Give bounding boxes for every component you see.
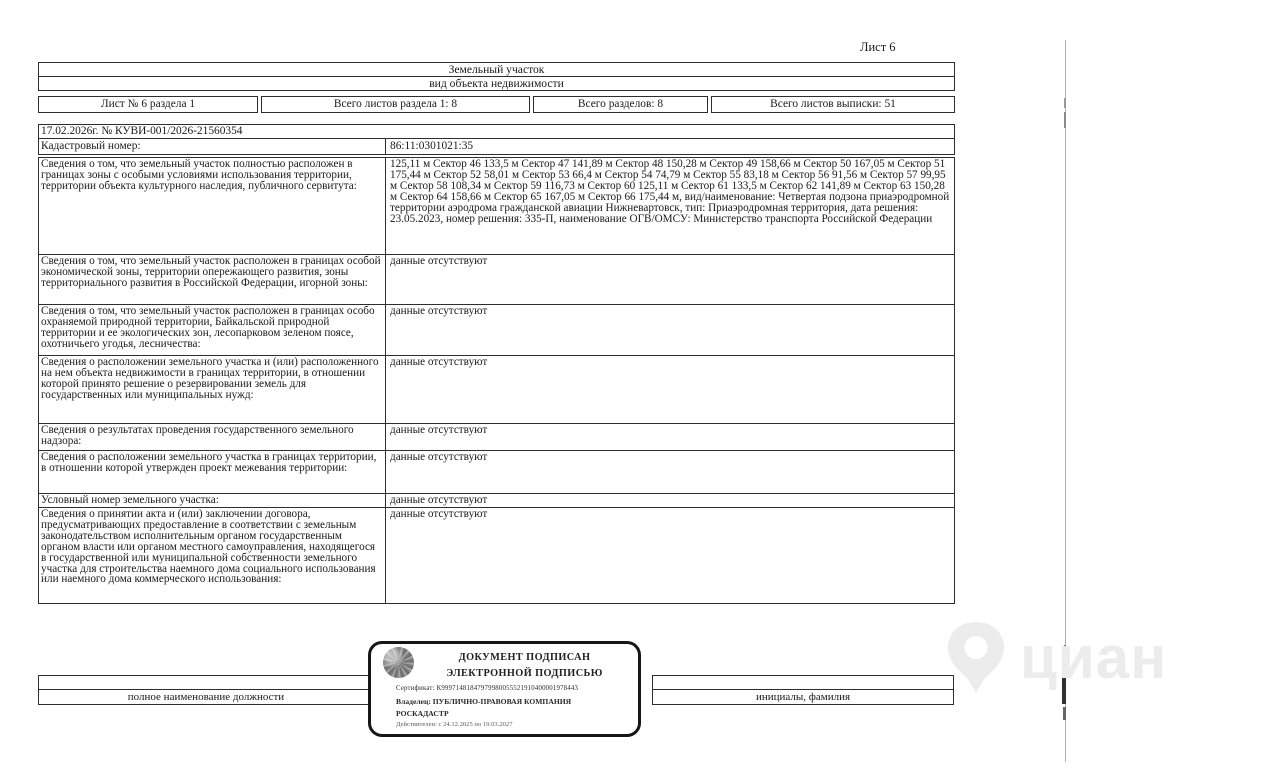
- signature-name-caption: инициалы, фамилия: [652, 689, 954, 705]
- signature-name-line: [652, 675, 954, 690]
- roskadastr-emblem-icon: [383, 647, 414, 678]
- sheet-info-section: Лист № 6 раздела 1: [38, 96, 258, 113]
- cadastral-value: 86:11:0301021:35: [385, 139, 954, 154]
- object-type-caption: вид объекта недвижимости: [38, 76, 955, 91]
- signature-name-block: [652, 675, 954, 705]
- cian-watermark: [946, 620, 1167, 696]
- table-row: [39, 254, 954, 304]
- row-label: Сведения о расположении земельного участка в границах территории, в отношении которой утвержден проект межевания территории:: [41, 451, 377, 474]
- row-value: данные отсутствуют: [385, 305, 954, 355]
- stamp-certificate: Сертификат: К99971481847979980055521910400001978443: [396, 685, 579, 692]
- row-label: Сведения о том, что земельный участок расположен в границах особо охраняемой природной территории, Байкальской природной территории и ее экологических зон, лесопарковом зеленом поясе, охотничьего угодья, лесничества:: [41, 305, 375, 350]
- row-value: 125,11 м Сектор 46 133,5 м Сектор 47 141,89 м Сектор 48 150,28 м Сектор 49 158,66 м Сектор 50 167,05 м Сектор 51 175,44 м Сектор 52 58,01 м Сектор 53 66,4 м Сектор 54 74,79 м Сектор 55 83,18 м Сектор 56 91,56 м Сектор 57 99,95 м Сектор 58 108,34 м Сектор 59 116,73 м Сектор 60 125,11 м Сектор 61 133,5 м Сектор 62 141,89 м Сектор 63 150,28 м Сектор 64 158,66 м Сектор 65 167,05 м Сектор 66 175,44 м, вид/наименование: Четвертая подзона приаэродромной территории аэродрома гражданской авиации Нижневартовск, тип: Приаэродромная территория, дата решения: 23.05.2023, номер решения: 335-П, наименование ОГВ/ОМСУ: Министерство транспорта Российской Федерации: [385, 158, 954, 254]
- row-value: данные отсутствуют: [385, 424, 954, 450]
- extract-document: [38, 62, 955, 604]
- table-row: [39, 493, 954, 507]
- table-row: [39, 355, 954, 423]
- row-value: данные отсутствуют: [385, 494, 954, 507]
- stamp-validity: Действителен: с 24.12.2025 по 19.03.2027: [396, 721, 513, 728]
- sheet-info-row: [38, 96, 955, 113]
- row-label: Сведения о расположении земельного участка и (или) расположенного на нем объекта недвижимости в границах территории, в отношении которой принято решение о резервировании земель для государственных или муниципальных нужд:: [41, 356, 379, 401]
- info-table: [38, 157, 955, 604]
- sheet-info-extract-total: Всего листов выписки: 51: [711, 96, 955, 113]
- table-row: [39, 507, 954, 603]
- cian-watermark-text: циан: [1020, 624, 1168, 691]
- row-label: Сведения о том, что земельный участок полностью расположен в границах зоны с особыми условиями использования территории, территории объекта культурного наследия, публичного сервитута:: [41, 158, 357, 192]
- stamp-title-line2: ЭЛЕКТРОННОЙ ПОДПИСЬЮ: [446, 668, 603, 679]
- table-row: [39, 423, 954, 450]
- signature-position-caption: полное наименование должности: [38, 689, 374, 705]
- cadastral-label: Кадастровый номер:: [41, 140, 141, 152]
- scan-artifact-mark: [1063, 707, 1066, 720]
- table-row: [39, 158, 954, 254]
- sheet-info-section-total: Всего листов раздела 1: 8: [261, 96, 530, 113]
- scan-artifact-mark: [1064, 98, 1066, 108]
- cadastral-row: [38, 138, 955, 155]
- row-label: Сведения о результатах проведения государственного земельного надзора:: [41, 424, 354, 447]
- stamp-owner-line2: РОСКАДАСТР: [396, 709, 449, 718]
- row-label: Сведения о том, что земельный участок расположен в границах особой экономической зоны, территории опережающего развития, зоны территориального развития в Российской Федерации, игорной зоны:: [41, 255, 381, 289]
- sheet-number: Лист 6: [860, 40, 896, 54]
- object-type-title: Земельный участок: [38, 62, 955, 77]
- date-number-row: 17.02.2026г. № КУВИ-001/2026-21560354: [38, 124, 955, 139]
- signature-position-line: [38, 675, 374, 690]
- row-value: данные отсутствуют: [385, 508, 954, 603]
- row-label: Сведения о принятии акта и (или) заключении договора, предусматривающих предоставление в соответствии с земельным законодательством исполнительным органом государственным органом власти или органом местного самоуправления, находящегося в государственной или муниципальной собственности земельного участка для строительства наемного дома социального использования или наемного дома коммерческого использования:: [41, 508, 376, 586]
- signature-position-block: [38, 675, 374, 705]
- stamp-title-line1: ДОКУМЕНТ ПОДПИСАН: [458, 652, 591, 663]
- row-label: Условный номер земельного участка:: [41, 494, 219, 506]
- stamp-owner-line1: Владелец: ПУБЛИЧНО-ПРАВОВАЯ КОМПАНИЯ: [396, 697, 572, 706]
- table-row: [39, 450, 954, 493]
- table-row: [39, 304, 954, 355]
- row-value: данные отсутствуют: [385, 356, 954, 423]
- row-value: данные отсутствуют: [385, 451, 954, 493]
- digital-signature-stamp: [368, 641, 641, 737]
- scan-artifact-mark: [1064, 112, 1066, 128]
- row-value: данные отсутствуют: [385, 255, 954, 304]
- sheet-info-sections-total: Всего разделов: 8: [533, 96, 708, 113]
- cian-pin-icon: [946, 620, 1006, 696]
